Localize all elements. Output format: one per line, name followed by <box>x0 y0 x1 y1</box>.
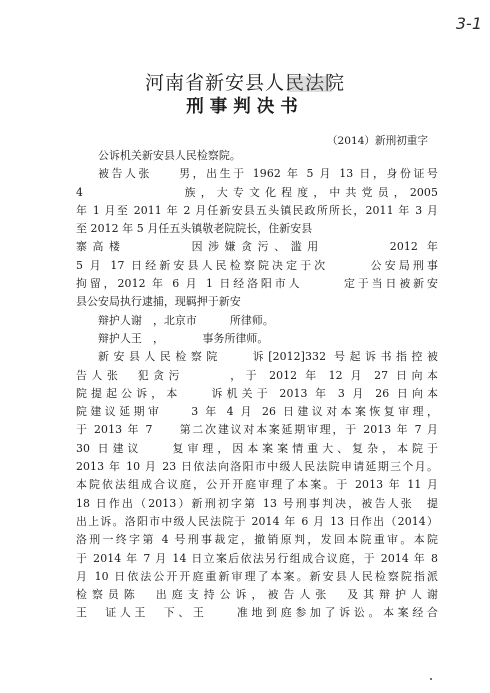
redaction-mark <box>288 76 332 92</box>
body-line: 辩护人谢 ，北京市 所律师。 <box>98 313 274 327</box>
body-line: 至 2012 年 5 月任五头镇敬老院院长，住新安县 <box>76 222 313 236</box>
body-line: 年 1 月至 2011 年 2 月任新安县五头镇民政所所长，2011 年 3 月 <box>76 203 438 217</box>
body-line: 被告人张 男，出生于 1962 年 5 月 13 日，身份证号 <box>98 167 438 181</box>
body-line: 王 证人王 下、王 准地到庭参加了诉讼。本案经合 <box>76 606 438 620</box>
judgment-body <box>76 147 438 623</box>
page-mark <box>430 678 432 680</box>
body-line: 院提起公诉，本 诉机关于 2013 年 3 月 26 日向本 <box>76 386 438 400</box>
body-line: 于 2014 年 7 月 14 日立案后依法另行组成合议庭，于 2014 年 8 <box>76 551 438 565</box>
body-line: 寨高楼 因涉嫌贪污、滥用 2012 年 <box>76 240 438 254</box>
body-line: 告人张 犯贪污 ，于 2012 年 12 月 27 日向本 <box>76 368 438 382</box>
body-line: 检察员陈 出庭支持公诉，被告人张 及其辩护人谢 <box>76 588 438 602</box>
body-line: 5 月 17 日经新安县人民检察院决定于次 公安局刑事 <box>76 258 438 272</box>
body-line: 于 2013 年 7 第二次建议对本案延期审理，于 2013 年 7 月 <box>76 423 438 437</box>
body-line: 拘留，2012 年 6 月 1 日经洛阳市人 定于当日被新安 <box>76 277 438 291</box>
body-line: 出上诉。洛阳市中级人民法院于 2014 年 6 月 13 日作出（2014） <box>76 514 438 528</box>
body-line: 洛刑一终字第 4 号刑事裁定，撤销原判，发回本院重审。本院 <box>76 533 438 547</box>
body-line: 本院依法组成合议庭，公开开庭审理了本案。于 2013 年 11 月 <box>76 478 438 492</box>
body-line: 18 日作出（2013）新刑初字第 13 号刑事判决，被告人张 提 <box>76 496 438 510</box>
body-line: 院建议延期审 3 年 4 月 26 日建议对本案恢复审理， <box>76 405 438 419</box>
document-subtitle: 刑事判决书 <box>186 97 304 117</box>
page-number: 3-1 <box>455 14 482 33</box>
case-number: （2014）新刑初重字 <box>326 135 428 147</box>
body-line: 月 10 日依法公开开庭重新审理了本案。新安县人民检察院指派 <box>76 569 438 583</box>
body-line: 公诉机关新安县人民检察院。 <box>98 149 241 162</box>
body-line: 辩护人王 ， 事务所律师。 <box>98 331 269 345</box>
body-line: 新安县人民检察院 诉[2012]332 号起诉书指控被 <box>98 350 438 364</box>
court-title: 河南省新安县人民法院 <box>144 72 345 94</box>
body-line: 4 族，大专文化程度，中共党员，2005 <box>76 185 438 199</box>
body-line: 县公安局执行逮捕，现羁押于新安 <box>76 295 241 309</box>
body-line: 30 日建议 复审理，因本案案情重大、复杂，本院于 <box>76 441 438 455</box>
body-line: 2013 年 10 月 23 日依法向洛阳市中级人民法院申请延期三个月。 <box>76 460 438 474</box>
